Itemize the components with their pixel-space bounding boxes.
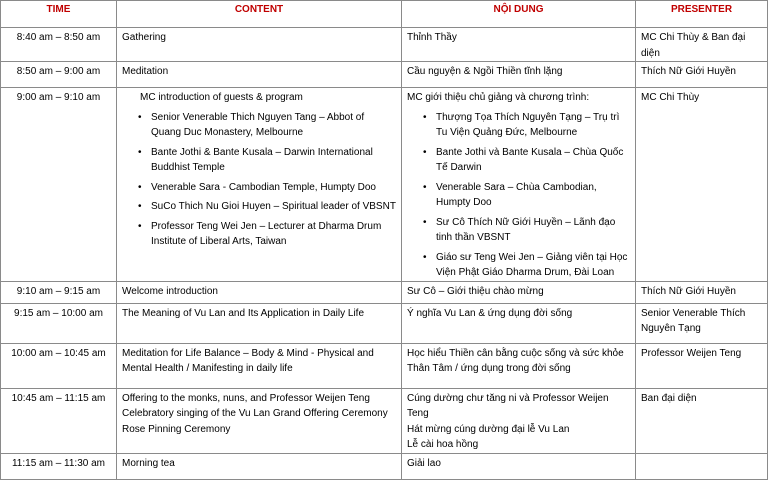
list-item: • Thượng Tọa Thích Nguyên Tạng – Trụ trì Tu Viện Quảng Đức, Melbourne — [407, 110, 630, 141]
time-cell: 10:45 am – 11:15 am — [1, 388, 117, 453]
noidung-cell: Học hiểu Thiền cân bằng cuộc sống và sức khỏe Thân Tâm / ứng dụng trong đời sống — [402, 343, 636, 388]
noidung-cell: Thỉnh Thầy — [402, 28, 636, 62]
list-item: • Professor Teng Wei Jen – Lecturer at Dharma Drum Institute of Liberal Arts, Taiwan — [122, 219, 396, 250]
content-cell: The Meaning of Vu Lan and Its Application in Daily Life — [117, 303, 402, 343]
list-item: • Giáo sư Teng Wei Jen – Giảng viên tại Học Viện Phật Giáo Dharma Drum, Đài Loan — [407, 250, 630, 281]
guest-list — [122, 110, 396, 250]
time-cell: 10:00 am – 10:45 am — [1, 343, 117, 388]
noidung-cell: Sư Cô – Giới thiệu chào mừng — [402, 281, 636, 303]
noidung-intro: MC giới thiệu chủ giảng và chương trình: — [407, 92, 590, 103]
guest-list-vi — [407, 110, 630, 281]
noidung-cell — [402, 88, 636, 282]
time-cell: 9:10 am – 9:15 am — [1, 281, 117, 303]
table-row — [1, 28, 768, 62]
table-row — [1, 303, 768, 343]
header-row — [1, 1, 768, 28]
content-cell: Welcome introduction — [117, 281, 402, 303]
content-intro: MC introduction of guests & program — [140, 92, 303, 103]
content-cell: Gathering — [117, 28, 402, 62]
presenter-cell: MC Chi Thùy & Ban đại diện — [636, 28, 768, 62]
header-presenter: PRESENTER — [636, 1, 768, 28]
presenter-cell: Thích Nữ Giới Huyền — [636, 281, 768, 303]
time-cell: 8:50 am – 9:00 am — [1, 62, 117, 88]
presenter-cell: Ban đại diện — [636, 388, 768, 453]
header-time: TIME — [1, 1, 117, 28]
time-cell: 9:00 am – 9:10 am — [1, 88, 117, 282]
table-row — [1, 388, 768, 453]
presenter-cell: MC Chi Thùy — [636, 88, 768, 282]
content-cell: Morning tea — [117, 453, 402, 479]
time-cell: 8:40 am – 8:50 am — [1, 28, 117, 62]
table-row — [1, 343, 768, 388]
header-content: CONTENT — [117, 1, 402, 28]
noidung-cell: Giải lao — [402, 453, 636, 479]
content-line: Celebratory singing of the Vu Lan Grand Offering Ceremony — [122, 408, 388, 419]
content-cell — [117, 388, 402, 453]
presenter-cell: Professor Weijen Teng — [636, 343, 768, 388]
list-item: • Venerable Sara – Chùa Cambodian, Humpty Doo — [407, 180, 630, 211]
noidung-cell: Ý nghĩa Vu Lan & ứng dụng đời sống — [402, 303, 636, 343]
list-item: • SuCo Thich Nu Gioi Huyen – Spiritual leader of VBSNT — [122, 199, 396, 215]
presenter-cell: Senior Venerable Thích Nguyên Tạng — [636, 303, 768, 343]
time-cell: 9:15 am – 10:00 am — [1, 303, 117, 343]
noidung-line: Cúng dường chư tăng ni và Professor Weijen Teng — [407, 392, 609, 419]
table-row — [1, 62, 768, 88]
table-row — [1, 88, 768, 282]
noidung-cell: Cầu nguyện & Ngồi Thiền tĩnh lặng — [402, 62, 636, 88]
presenter-cell — [636, 453, 768, 479]
content-cell: Meditation — [117, 62, 402, 88]
header-noidung: NỘI DUNG — [402, 1, 636, 28]
noidung-line: Lễ cài hoa hồng — [407, 439, 479, 450]
noidung-cell — [402, 388, 636, 453]
list-item: • Bante Jothi & Bante Kusala – Darwin International Buddhist Temple — [122, 145, 396, 176]
list-item: • Bante Jothi và Bante Kusala – Chùa Quốc Tế Darwin — [407, 145, 630, 176]
content-line: Offering to the monks, nuns, and Professor Weijen Teng — [122, 392, 370, 404]
noidung-line: Hát mừng cúng dường đại lễ Vu Lan — [407, 423, 570, 435]
content-cell — [117, 88, 402, 282]
presenter-cell: Thích Nữ Giới Huyền — [636, 62, 768, 88]
content-cell: Meditation for Life Balance – Body & Mind - Physical and Mental Health / Manifesting in daily life — [117, 343, 402, 388]
table-row — [1, 453, 768, 479]
list-item: • Senior Venerable Thich Nguyen Tang – Abbot of Quang Duc Monastery, Melbourne — [122, 110, 396, 141]
list-item: • Sư Cô Thích Nữ Giới Huyền – Lãnh đạo tinh thần VBSNT — [407, 215, 630, 246]
time-cell: 11:15 am – 11:30 am — [1, 453, 117, 479]
table-row — [1, 281, 768, 303]
list-item: • Venerable Sara - Cambodian Temple, Humpty Doo — [122, 180, 396, 196]
content-line: Rose Pinning Ceremony — [122, 423, 231, 435]
